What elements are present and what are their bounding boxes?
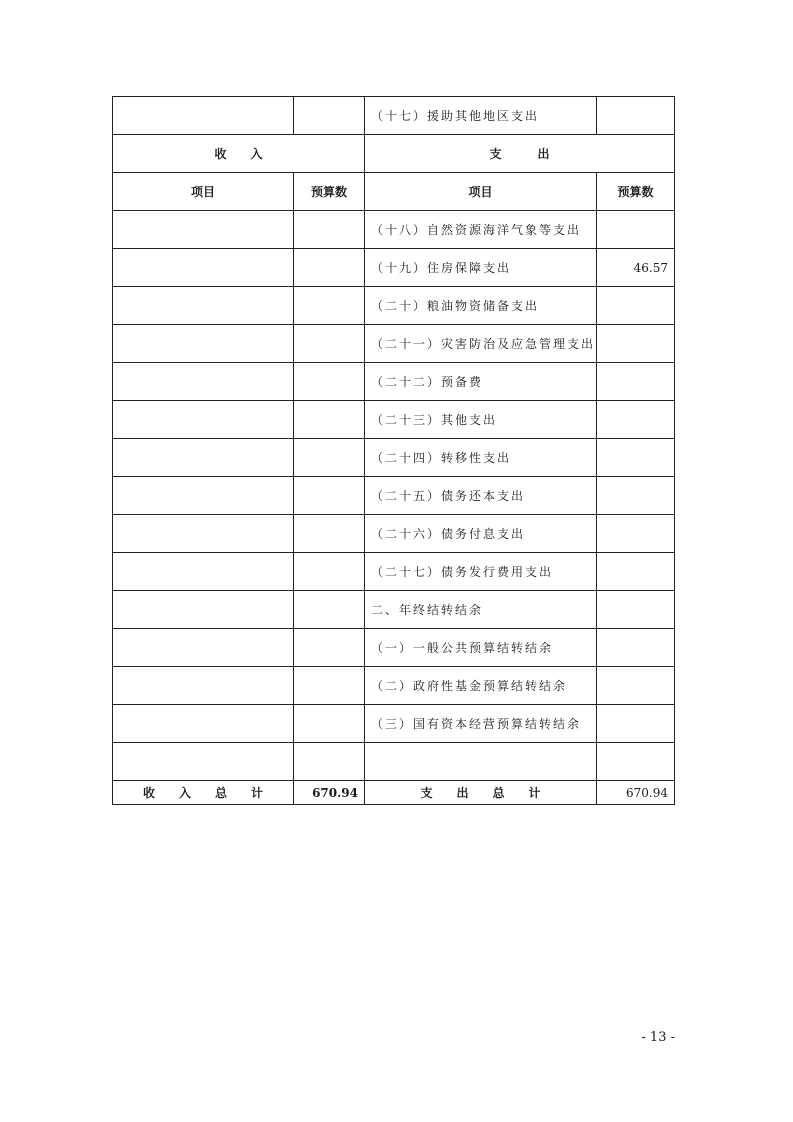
expense-total-value: 670.94 <box>597 781 675 805</box>
expense-item-cell: （二）政府性基金预算结转结余 <box>365 667 597 705</box>
expense-item-cell: （二十）粮油物资储备支出 <box>365 287 597 325</box>
expense-amount-cell <box>597 705 675 743</box>
income-item-cell <box>113 211 294 249</box>
expense-item-header: 项目 <box>365 173 597 211</box>
expense-section-title: 支 出 <box>365 135 675 173</box>
expense-amount-cell <box>597 287 675 325</box>
expense-amount-cell <box>597 629 675 667</box>
table-row <box>113 287 675 325</box>
income-item-cell <box>113 553 294 591</box>
income-item-cell <box>113 705 294 743</box>
expense-item-cell: （二十三）其他支出 <box>365 401 597 439</box>
expense-item-cell: （二十六）债务付息支出 <box>365 515 597 553</box>
expense-amount-cell <box>597 667 675 705</box>
income-item-cell <box>113 97 294 135</box>
expense-amount-cell <box>597 363 675 401</box>
expense-item-cell: （十七）援助其他地区支出 <box>365 97 597 135</box>
income-amount-cell <box>294 211 365 249</box>
total-row <box>113 781 675 805</box>
income-item-cell <box>113 401 294 439</box>
table-row <box>113 705 675 743</box>
income-amount-cell <box>294 743 365 781</box>
expense-item-cell <box>365 743 597 781</box>
column-header-row <box>113 173 675 211</box>
expense-item-cell: （十九）住房保障支出 <box>365 249 597 287</box>
expense-amount-header: 预算数 <box>597 173 675 211</box>
income-amount-cell <box>294 515 365 553</box>
table-row <box>113 363 675 401</box>
income-item-cell <box>113 249 294 287</box>
table-row <box>113 439 675 477</box>
income-item-cell <box>113 667 294 705</box>
table-row <box>113 591 675 629</box>
income-amount-cell <box>294 287 365 325</box>
expense-item-cell: （二十一）灾害防治及应急管理支出 <box>365 325 597 363</box>
income-item-cell <box>113 325 294 363</box>
income-amount-cell <box>294 705 365 743</box>
table-row <box>113 211 675 249</box>
income-amount-cell <box>294 439 365 477</box>
income-amount-cell <box>294 629 365 667</box>
expense-amount-cell <box>597 515 675 553</box>
income-total-label: 收 入 总 计 <box>113 781 294 805</box>
table-row <box>113 477 675 515</box>
expense-amount-cell <box>597 591 675 629</box>
income-amount-cell <box>294 97 365 135</box>
income-item-cell <box>113 287 294 325</box>
income-item-header: 项目 <box>113 173 294 211</box>
expense-amount-cell <box>597 477 675 515</box>
page-number: - 13 - <box>641 1030 675 1045</box>
income-item-cell <box>113 743 294 781</box>
table-row <box>113 629 675 667</box>
table-row <box>113 401 675 439</box>
expense-item-cell: （二十二）预备费 <box>365 363 597 401</box>
expense-item-cell: （一）一般公共预算结转结余 <box>365 629 597 667</box>
income-amount-header: 预算数 <box>294 173 365 211</box>
expense-item-cell: （二十七）债务发行费用支出 <box>365 553 597 591</box>
table-row <box>113 97 675 135</box>
expense-amount-cell <box>597 553 675 591</box>
expense-amount-cell <box>597 439 675 477</box>
table-row <box>113 553 675 591</box>
income-item-cell <box>113 477 294 515</box>
expense-amount-cell <box>597 211 675 249</box>
expense-item-cell: （二十五）债务还本支出 <box>365 477 597 515</box>
income-amount-cell <box>294 363 365 401</box>
section-header-row <box>113 135 675 173</box>
expense-amount-cell: 46.57 <box>597 249 675 287</box>
income-total-value: 670.94 <box>294 781 365 805</box>
table-row <box>113 667 675 705</box>
income-item-cell <box>113 363 294 401</box>
income-amount-cell <box>294 667 365 705</box>
table-row <box>113 325 675 363</box>
expense-item-cell: （二十四）转移性支出 <box>365 439 597 477</box>
expense-amount-cell <box>597 97 675 135</box>
expense-amount-cell <box>597 325 675 363</box>
income-amount-cell <box>294 591 365 629</box>
expense-amount-cell <box>597 743 675 781</box>
income-item-cell <box>113 629 294 667</box>
expense-item-cell: （十八）自然资源海洋气象等支出 <box>365 211 597 249</box>
budget-table <box>112 96 675 805</box>
income-amount-cell <box>294 477 365 515</box>
expense-amount-cell <box>597 401 675 439</box>
expense-total-label: 支 出 总 计 <box>365 781 597 805</box>
income-amount-cell <box>294 553 365 591</box>
expense-item-cell: 二、年终结转结余 <box>365 591 597 629</box>
table-row <box>113 743 675 781</box>
income-item-cell <box>113 515 294 553</box>
income-item-cell <box>113 439 294 477</box>
income-amount-cell <box>294 249 365 287</box>
expense-item-cell: （三）国有资本经营预算结转结余 <box>365 705 597 743</box>
table-row <box>113 515 675 553</box>
income-section-title: 收 入 <box>113 135 365 173</box>
income-item-cell <box>113 591 294 629</box>
income-amount-cell <box>294 325 365 363</box>
income-amount-cell <box>294 401 365 439</box>
table-row <box>113 249 675 287</box>
